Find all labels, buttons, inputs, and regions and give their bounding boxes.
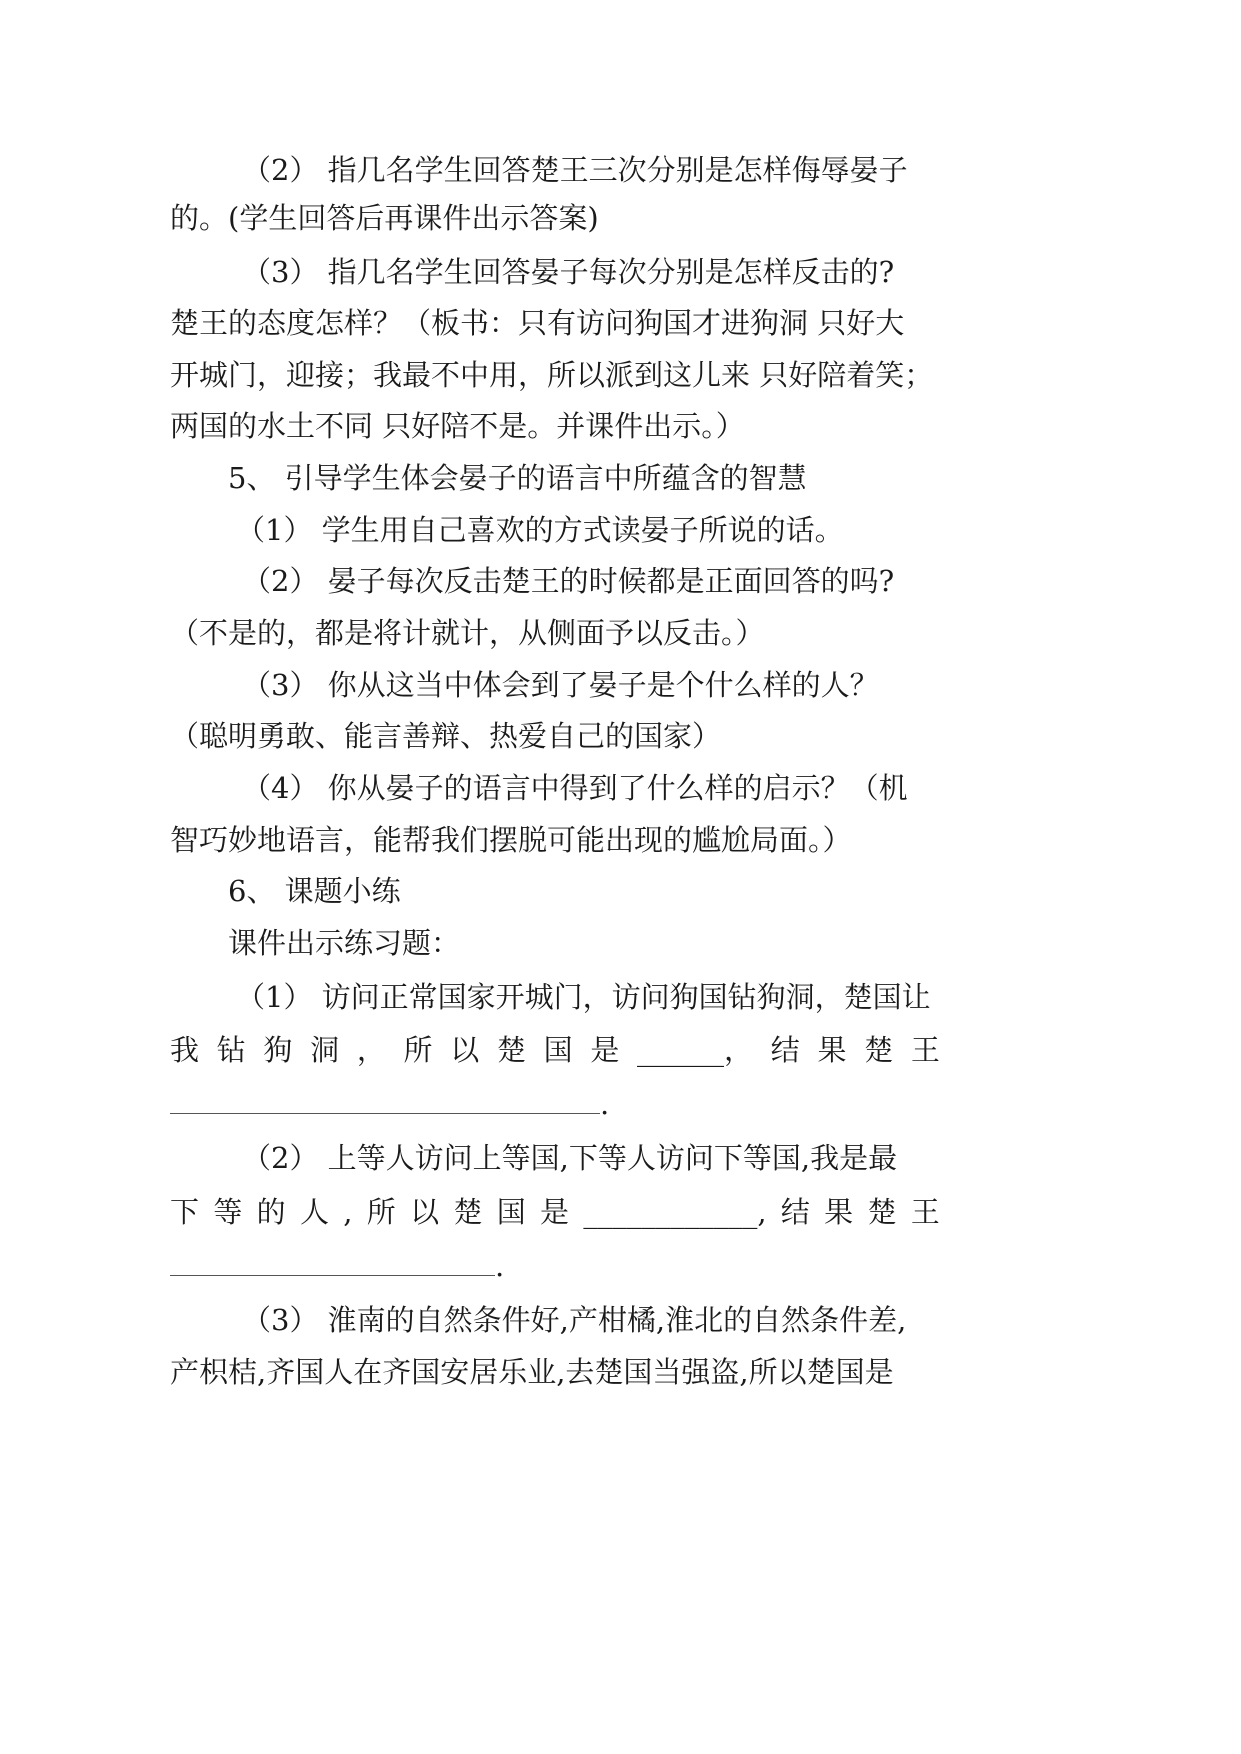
answer-blank: ____________, [583,1195,767,1229]
char: 下 [170,1195,200,1229]
exercise-2-line-1: （2） 上等人访问上等国,下等人访问下等国,我是最 [242,1141,898,1175]
text-line: （聪明勇敢、能言善辩、热爱自己的国家） [170,719,722,753]
char: 人 [299,1195,329,1229]
text-line: （3） 指几名学生回答晏子每次分别是怎样反击的? [242,255,895,289]
char: 楚 [453,1195,483,1229]
char: 结 [770,1033,800,1067]
char: 我 [170,1033,200,1067]
answer-blank-long [170,1087,600,1114]
text-line: （4） 你从晏子的语言中得到了什么样的启示？（机 [242,771,908,805]
char: 果 [817,1033,847,1067]
char: , [343,1195,353,1229]
char: 王 [910,1195,940,1229]
char: 果 [824,1195,854,1229]
text-line: （2） 晏子每次反击楚王的时候都是正面回答的吗? [242,564,895,598]
exercise-3-line-2: 产枳桔,齐国人在齐国安居乐业,去楚国当强盗,所以楚国是 [170,1355,894,1389]
char: 狗 [263,1033,293,1067]
period: . [495,1249,505,1283]
answer-blank-long [170,1249,495,1276]
text-line: 两国的水土不同 只好陪不是。并课件出示。） [170,409,745,443]
char: 所 [366,1195,396,1229]
char: 等 [213,1195,243,1229]
char: 的 [256,1195,286,1229]
exercise-3-line-1: （3） 淮南的自然条件好,产柑橘,淮北的自然条件差, [242,1303,907,1337]
char: 钻 [216,1033,246,1067]
period: . [600,1087,610,1121]
exercise-2-line-2 [170,1192,940,1232]
char: 以 [450,1033,480,1067]
char: 楚 [867,1195,897,1229]
text-line: （3） 你从这当中体会到了晏子是个什么样的人？ [242,668,879,702]
char: 洞 [310,1033,340,1067]
exercise-1-line-2 [170,1030,940,1070]
text-line: （2） 指几名学生回答楚王三次分别是怎样侮辱晏子 [242,153,908,187]
char: 结 [780,1195,810,1229]
char: 王 [910,1033,940,1067]
text-line: 智巧妙地语言，能帮我们摆脱可能出现的尴尬局面。） [170,823,852,857]
exercise-1-line-3 [170,1084,609,1124]
text-line: （1） 学生用自己喜欢的方式读晏子所说的话。 [236,513,844,547]
char: 楚 [864,1033,894,1067]
char: 所 [403,1033,433,1067]
char: 是 [540,1195,570,1229]
text-line: （不是的，都是将计就计，从侧面予以反击。） [170,616,765,650]
char: ， [356,1033,386,1067]
text-line: 课件出示练习题： [228,926,461,960]
exercise-1-line-1: （1） 访问正常国家开城门，访问狗国钻狗洞，楚国让 [236,980,931,1014]
text-line: 楚王的态度怎样？（板书：只有访问狗国才进狗洞 只好大 [170,306,905,340]
char: 楚 [496,1033,526,1067]
answer-blank: ______， [637,1033,754,1067]
char: 是 [590,1033,620,1067]
char: 国 [496,1195,526,1229]
char: 国 [543,1033,573,1067]
char: 以 [410,1195,440,1229]
text-line: 开城门，迎接；我最不中用，所以派到这儿来 只好陪着笑； [170,358,934,392]
text-line: 的。(学生回答后再课件出示答案) [170,201,599,235]
section-heading: 6、 课题小练 [228,874,401,908]
exercise-2-line-3 [170,1246,504,1286]
section-heading: 5、 引导学生体会晏子的语言中所蕴含的智慧 [228,461,807,495]
